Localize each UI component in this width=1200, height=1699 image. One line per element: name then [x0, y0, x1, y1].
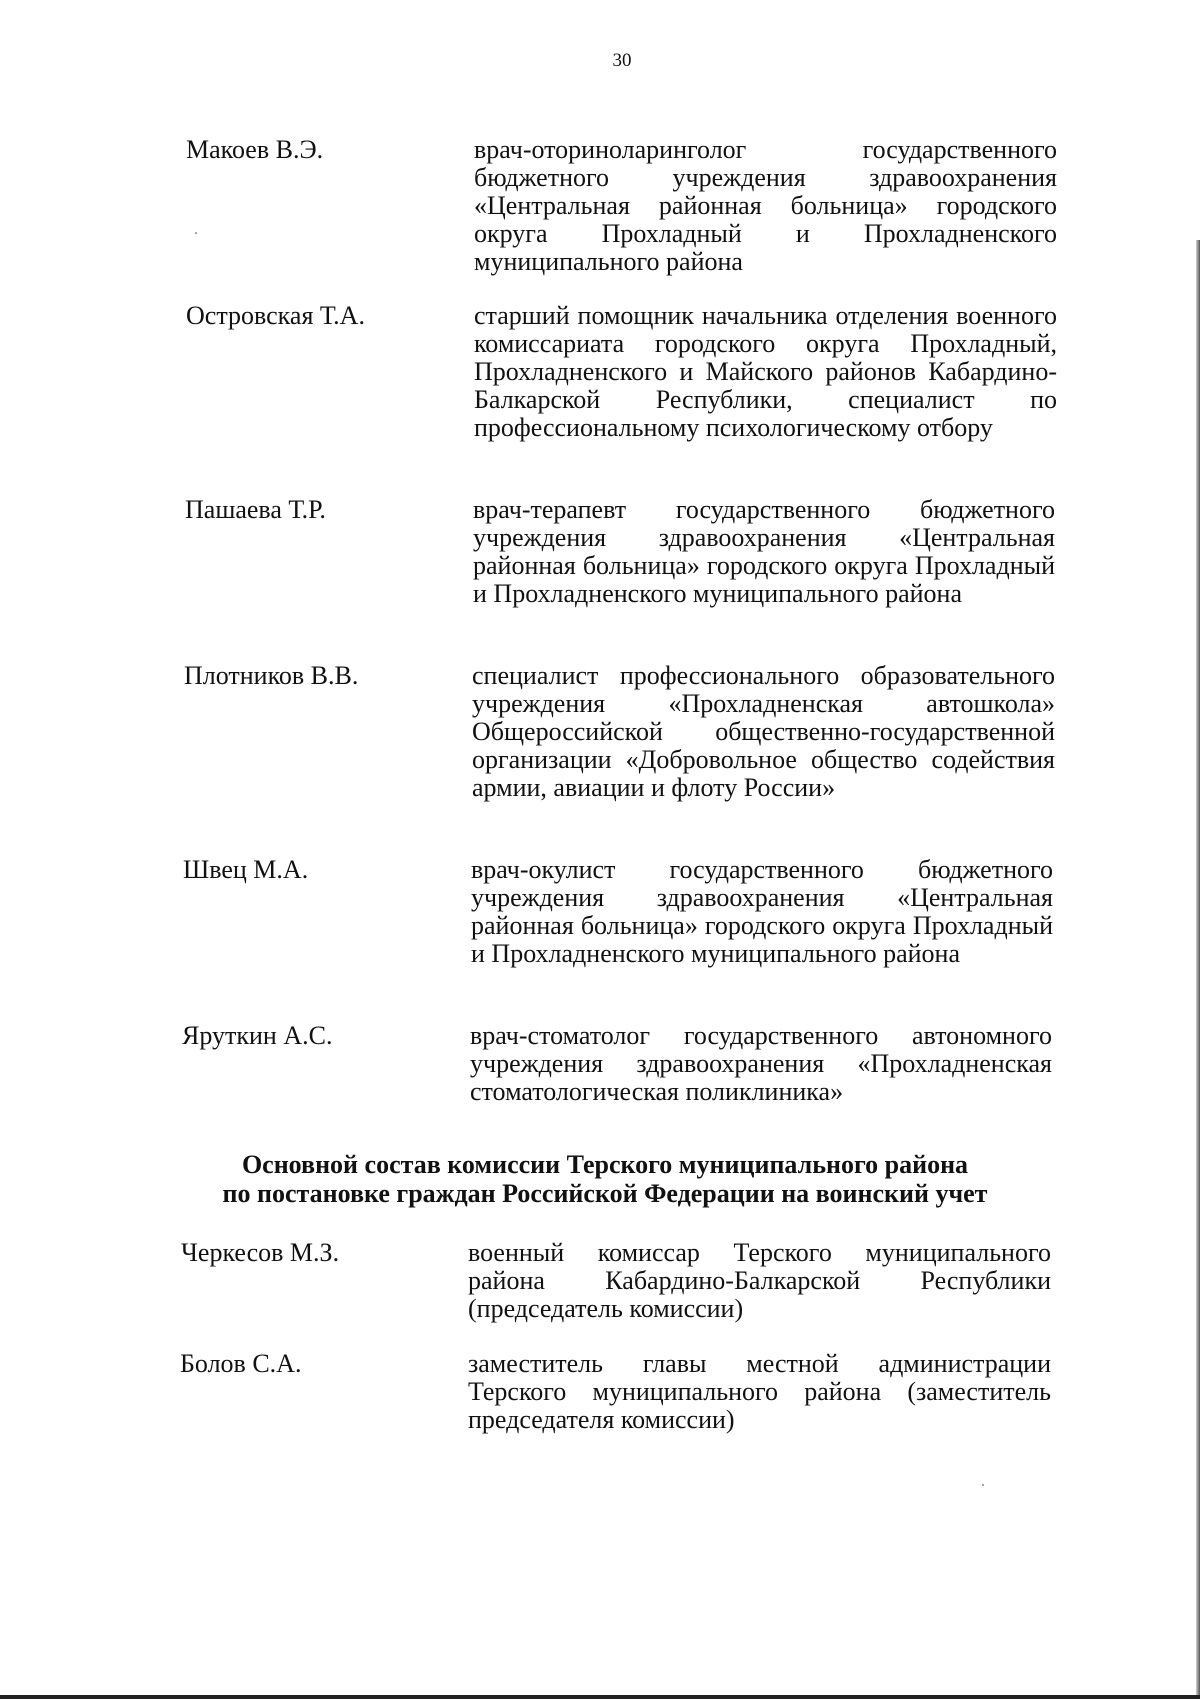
scan-edge-bottom	[0, 1695, 1200, 1699]
member-role: заместитель главы местной администрации Терского муниципального района (заместитель председателя комиссии)	[468, 1349, 1051, 1434]
member-role: старший помощник начальника отделения военного комиссариата городского округа Прохладный, Прохладненского и Майского районов Кабардино-Балкарской Республики, специалист по профессиональному психологическому отбору	[474, 301, 1057, 442]
member-name: Пашаева Т.Р.	[185, 495, 326, 524]
scan-speck	[982, 1484, 984, 1486]
member-name: Черкесов М.З.	[181, 1238, 340, 1267]
member-name: Макоев В.Э.	[186, 135, 324, 164]
section-heading-line-1: Основной состав комиссии Терского муниципального района	[241, 1150, 969, 1179]
member-name: Яруткин А.С.	[182, 1021, 333, 1050]
member-role: врач-терапевт государственного бюджетного учреждения здравоохранения «Центральная районная больница» городского округа Прохладный и Прохладненского муниципального района	[473, 495, 1055, 608]
member-name: Островская Т.А.	[186, 301, 365, 330]
member-name: Плотников В.В.	[184, 661, 359, 690]
member-role: военный комиссар Терского муниципального района Кабардино-Балкарской Республики (председатель комиссии)	[468, 1238, 1051, 1323]
scan-speck	[195, 232, 197, 234]
member-name: Болов С.А.	[180, 1349, 302, 1378]
section-heading	[180, 1150, 1030, 1208]
scan-edge-right	[1196, 240, 1200, 1699]
member-role: врач-стоматолог государственного автономного учреждения здравоохранения «Прохладненская стоматологическая поликлиника»	[470, 1021, 1052, 1106]
member-role: врач-окулист государственного бюджетного учреждения здравоохранения «Центральная районная больница» городского округа Прохладный и Прохладненского муниципального района	[471, 855, 1053, 968]
page-number: 30	[612, 50, 632, 71]
member-role: врач-оториноларинголог государственного бюджетного учреждения здравоохранения «Центральная районная больница» городского округа Прохладный и Прохладненского муниципального района	[474, 135, 1057, 276]
section-heading-line-2: по постановке граждан Российской Федерации на воинский учет	[222, 1179, 988, 1208]
member-role: специалист профессионального образовательного учреждения «Прохладненская автошкола» Общероссийской общественно-государственной организации «Добровольное общество содействия армии, авиации и флоту России»	[472, 661, 1055, 802]
member-name: Швец М.А.	[183, 855, 309, 884]
